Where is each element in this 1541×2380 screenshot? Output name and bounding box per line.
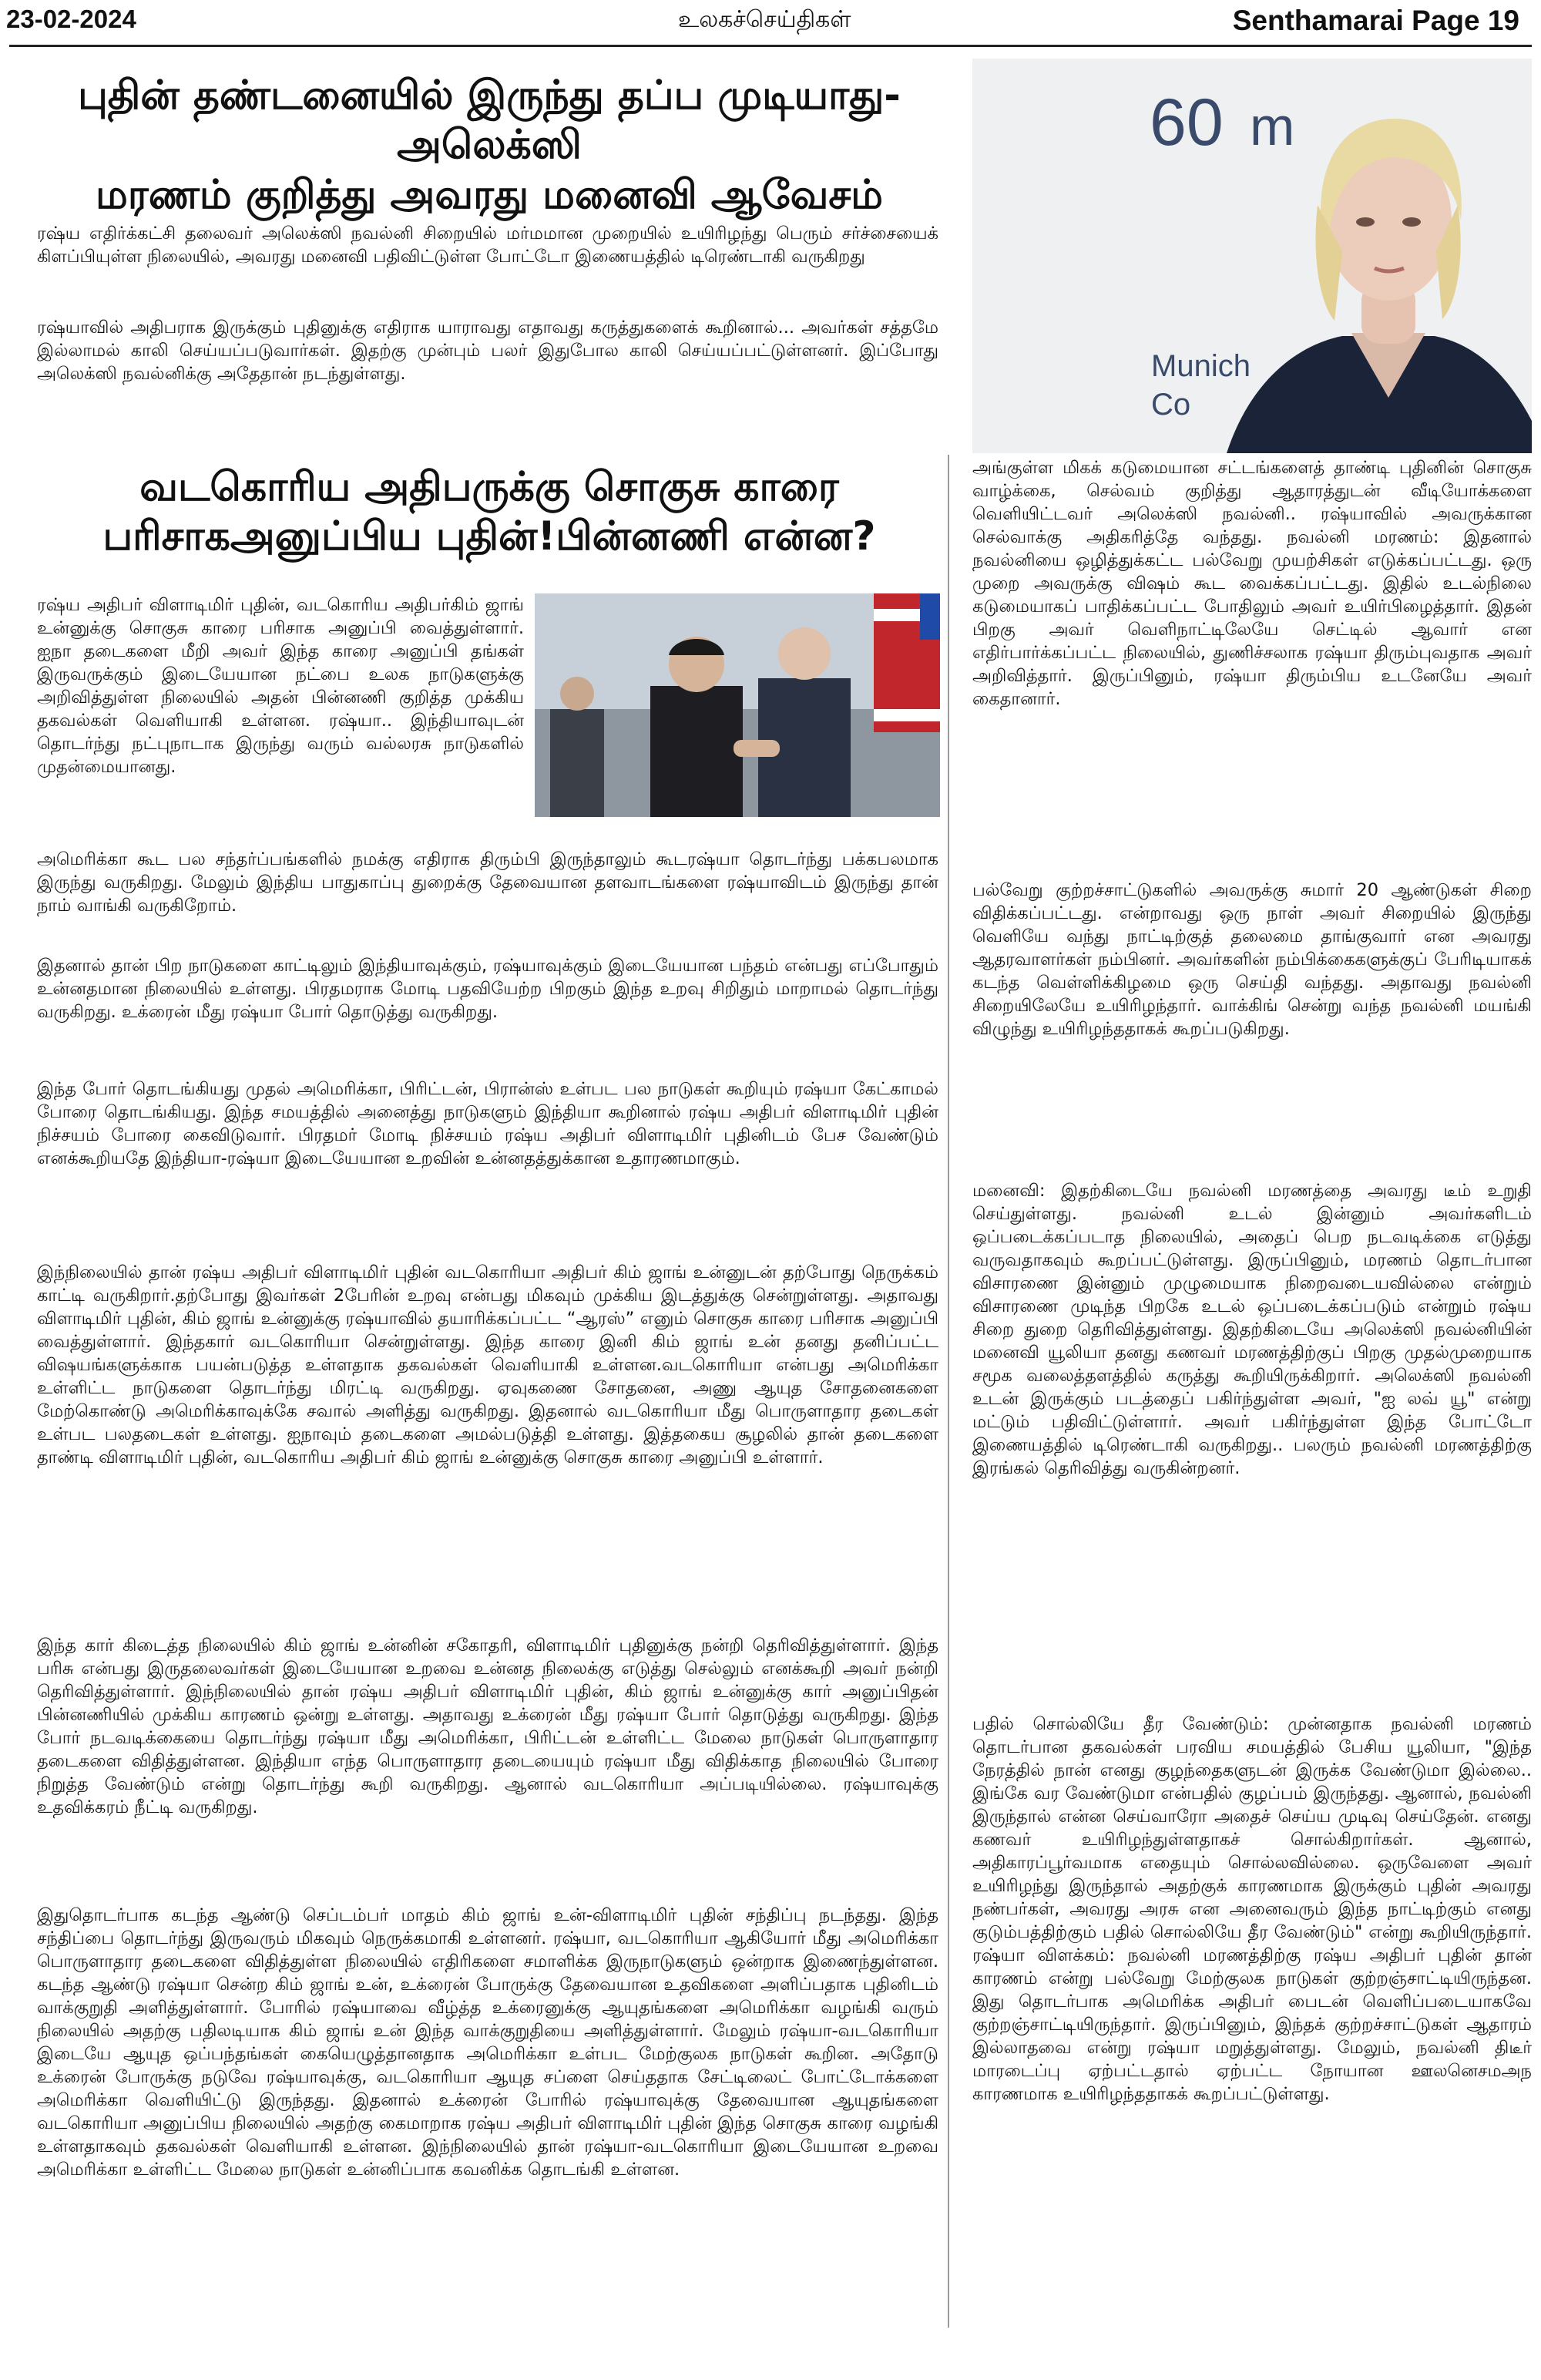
article1-paragraph: ரஷ்ய எதிர்க்கட்சி தலைவர் அலெக்ஸி நவல்னி சிறையில் மர்மமான முறையில் உயிரிழந்து பெரும் சர்ச்சையைக் கிளப்பியுள்ள நிலையில், அவரது மனைவி பதிவிட்டுள்ள போட்டோ இணையத்தில் டிரெண்டாகி வருகிறது bbox=[37, 224, 938, 267]
yulia-navalnaya-photo bbox=[972, 59, 1532, 453]
article2-paragraph: அமெரிக்கா கூட பல சந்தர்ப்பங்களில் நமக்கு எதிராக திரும்பி இருந்தாலும் கூடரஷ்யா தொடர்ந்து பக்கபலமாக இருந்து வருகிறது. மேலும் இந்திய பாதுகாப்பு துறைக்கு தேவையான தளவாடங்களை ரஷ்யாவிடம் இருந்து தான் நாம் வாங்கி வருகிறோம். bbox=[37, 849, 938, 916]
article2-paragraph: இந்த கார் கிடைத்த நிலையில் கிம் ஜாங் உன்னின் சகோதரி, விளாடிமிர் புதினுக்கு நன்றி தெரிவித்துள்ளார். இந்த பரிசு என்பது இருதலைவர்கள் இடையேயான உறவை உன்னத நிலைக்கு எடுத்து செல்லும் எனக்கூறி அவர் நன்றி தெரிவித்துள்ளார். இந்நிலையில் தான் ரஷ்ய அதிபர் விளாடிமிர் புதின், கிம் ஜாங் உன்னுக்கு கார் அனுப்பிதன் பின்னணியில் முக்கிய காரணம் ஒன்று உள்ளது. அதாவது உக்ரைன் மீது ரஷ்யா போர் தொடுத்து வருகிறது. இந்த போர் நடவடிக்கையை தொடர்ந்து ரஷ்யா மீது அமெரிக்கா, பிரிட்டன் உள்ளிட்ட மேலை நாடுகள் பொருளாதார தடைகளை விதித்துள்ளன. இந்தியா எந்த பொருளாதார தடையையும் ரஷ்யா மீது விதிக்காத நிலையில் போரை நிறுத்த வேண்டும் என்று தொடர்ந்து கூறி வருகிறது. ஆனால் வடகொரியா அப்படியில்லை. ரஷ்யாவுக்கு உதவிக்கரம் நீட்டி வருகிறது. bbox=[37, 1635, 938, 1817]
article1-continued-paragraph: பல்வேறு குற்றச்சாட்டுகளில் அவருக்கு சுமார் 20 ஆண்டுகள் சிறை விதிக்கப்பட்டது. என்றாவது ஒரு நாள் அவர் சிறையில் இருந்து வெளியே வந்து நாட்டிற்குத் தலைமை தாங்குவார் என அவரது ஆதரவாளர்கள் நம்பினர். அவர்களின் நம்பிக்கைகளுக்குப் பேரிடியாகக் கடந்த வெள்ளிக்கிழமை ஒரு செய்தி வந்தது. அதாவது நவல்னி சிறையிலேயே உயிரிழந்தார். வாக்கிங் சென்று வந்த நவல்னி மயங்கி விழுந்து உயிரிழந்ததாகக் கூறப்படுகிறது. bbox=[972, 880, 1532, 1039]
article2-paragraph: இந்நிலையில் தான் ரஷ்ய அதிபர் விளாடிமிர் புதின் வடகொரியா அதிபர் கிம் ஜாங் உன்னுடன் தற்போது நெருக்கம் காட்டி வருகிறார்.தற்போது இவர்கள் 2பேரின் உறவு என்பது மிகவும் முக்கிய இடத்துக்கு சென்றுள்ளது. அதாவது விளாடிமிர் புதின், கிம் ஜாங் உன்னுக்கு ரஷ்யாவில் தயாரிக்கப்பட்ட “ஆரஸ்” எனும் சொகுசு காரை பரிசாக அனுப்பி வைத்துள்ளார். இந்தகார் வடகொரியா சென்றுள்ளது. இந்த காரை இனி கிம் ஜாங் உன் தனது தனிப்பட்ட விஷயங்களுக்காக பயன்படுத்த உள்ளதாக தகவல்கள் வெளியாகி உள்ளன.வடகொரியா என்பது அமெரிக்கா உள்ளிட்ட நாடுகளை தொடர்ந்து மிரட்டி வருகிறது. ஏவுகணை சோதனை, அணு ஆயுத சோதனைகளை மேற்கொண்டு அமெரிக்காவுக்கே சவால் அளித்து வருகிறது. இதனால் வடகொரியா மீது பொருளாதார தடைகள் உள்பட பலதடைகள் உள்ளது. ஐநாவும் தடைகளை அமல்படுத்தி உள்ளது. இத்தகைய சூழலில் தான் தடைகளை தாண்டி விளாடிமிர் புதின், வடகொரிய அதிபர் கிம் ஜாங் உன்னுக்கு சொகுசு காரை அனுப்பி உள்ளார். bbox=[37, 1262, 938, 1467]
newspaper-name-page: Senthamarai Page 19 bbox=[1232, 5, 1519, 36]
column-divider bbox=[948, 455, 949, 2328]
article2-headline bbox=[31, 462, 948, 562]
article1-paragraph: ரஷ்யாவில் அதிபராக இருக்கும் புதினுக்கு எதிராக யாராவது எதாவது கருத்துகளைக் கூறினால்... அவர்கள் சத்தமே இல்லாமல் காலி செய்யப்படுவார்கள். இதற்கு முன்பும் பலர் இதுபோல காலி செய்யப்பட்டுள்ளனர். இப்போது அலெக்ஸி நவல்னிக்கு அதேதான் நடந்துள்ளது. bbox=[37, 318, 938, 384]
conference-sign-co: Co bbox=[1151, 388, 1191, 422]
article2-lead-paragraph: ரஷ்ய அதிபர் விளாடிமிர் புதின், வடகொரிய அதிபர்கிம் ஜாங் உன்னுக்கு சொகுசு காரை பரிசாக அனுப்பி வைத்துள்ளார். ஐநா தடைகளை மீறி அவர் இந்த காரை அனுப்பி தங்கள் இருவருக்கும் இடையேயான நட்பை உலக நாடுகளுக்கு அறிவித்துள்ள நிலையில் அதன் பின்னணி குறித்த முக்கிய தகவல்கள் வெளியாகி உள்ளன. ரஷ்யா.. இந்தியாவுடன் தொடர்ந்து நட்புநாடாக இருந்து வரும் வல்லரசு நாடுகளில் முதன்மையானது. bbox=[37, 595, 524, 777]
conference-sign-number: 60 bbox=[1150, 86, 1224, 160]
article1-headline-line1: புதின் தண்டனையில் இருந்து தப்ப முடியாது- அலெக்ஸி bbox=[78, 72, 901, 169]
conference-sign-letter: m bbox=[1250, 96, 1295, 156]
conference-sign-munich: Munich bbox=[1151, 349, 1251, 383]
article1-continued-paragraph: அங்குள்ள மிகக் கடுமையான சட்டங்களைத் தாண்டி புதினின் சொகுசு வாழ்க்கை, செல்வம் குறித்து ஆதாரத்துடன் வீடியோக்களை வெளியிட்டவர் அலெக்ஸி நவல்னி.. ரஷ்யாவில் அவருக்கான செல்வாக்கு அதிகரித்தே வந்தது. நவல்னி மரணம்: இதனால் நவல்னியை ஒழித்துக்கட்ட பல்வேறு முயற்சிகள் எடுக்கப்பட்டது. ஒரு முறை அவருக்கு விஷம் கூட வைக்கப்பட்டது. இதில் உடல்நிலை கடுமையாகப் பாதிக்கப்பட்ட போதிலும் அவர் உயிர்பிழைத்தார். இதன் பிறகு அவர் வெளிநாட்டிலேயே செட்டில் ஆவார் என எதிர்பார்க்கப்பட்ட நிலையில், துணிச்சலாக ரஷ்யா திரும்புவதாக அவர் அறிவித்தார். இருப்பினும், ரஷ்யா திரும்பிய உடனேயே அவர் கைதானார். bbox=[972, 458, 1532, 709]
article2-headline-line2: பரிசாகஅனுப்பிய புதின்!பின்னணி என்ன? bbox=[102, 513, 876, 560]
header-divider bbox=[9, 45, 1532, 47]
article2-paragraph: இதுதொடர்பாக கடந்த ஆண்டு செப்டம்பர் மாதம் கிம் ஜாங் உன்-விளாடிமிர் புதின் சந்திப்பு நடந்தது. இந்த சந்திப்பை தொடர்ந்து இருவரும் மிகவும் நெருக்கமாகி உள்ளனர். ரஷ்யா, வடகொரியா ஆகியோர் மீது அமெரிக்கா பொருளாதார தடைகளை விதித்துள்ள நிலையில் எதிரிகளை சமாளிக்க இருநாடுகளும் ஒன்றாக இணைந்துள்ளன. கடந்த ஆண்டு ரஷ்யா சென்ற கிம் ஜாங் உன், உக்ரைன் போருக்கு தேவையான உதவிகளை அளிப்பதாக புதினிடம் வாக்குறுதி அளித்துள்ளார். போரில் ரஷ்யாவை வீழ்த்த உக்ரைனுக்கு ஆயுதங்களை அமெரிக்கா வழங்கி வரும் நிலையில் அதற்கு பதிலடியாக கிம் ஜாங் உன் இந்த வாக்குறுதியை அளித்துள்ளார். மேலும் ரஷ்யா-வடகொரியா இடையே ஆயுத ஒப்பந்தங்கள் கையெழுத்தானதாக அமெரிக்கா உள்பட மேற்குலக நாடுகள் கூறின. அதோடு உக்ரைன் போருக்கு நடுவே ரஷ்யாவுக்கு, வடகொரியா ஆயுத சப்ளை செய்ததாக சேட்டிலைட் போட்டோக்களை அமெரிக்கா வெளியிட்டு இருந்தது. இதனால் உக்ரைன் போரில் ரஷ்யாவுக்கு தேவையான ஆயுதங்களை வடகொரியா அனுப்பிய நிலையில் அதற்கு கைமாறாக ரஷ்ய அதிபர் விளாடிமிர் புதின் இந்த சொகுசு காரை வழங்கி உள்ளதாகவும் தகவல்கள் வெளியாகி உள்ளன. இந்நிலையில் தான் ரஷ்யா-வடகொரியா இடையேயான உறவை அமெரிக்கா உள்ளிட்ட மேலை நாடுகள் உன்னிப்பாக கவனிக்க தொடங்கி உள்ளன. bbox=[37, 1905, 938, 2180]
article1-continued-paragraph: பதில் சொல்லியே தீர வேண்டும்: முன்னதாக நவல்னி மரணம் தொடர்பான தகவல்கள் பரவிய சமயத்தில் பேசிய யூலியா, "இந்த நேரத்தில் நான் எனது குழந்தைகளுடன் இருக்க வேண்டுமா இல்லை.. இங்கே வர வேண்டுமா என்பதில் குழப்பம் இருந்தது. ஆனால், நவல்னி இருந்தால் என்ன செய்வாரோ அதைச் செய்ய முடிவு செய்தேன். எனது கணவர் உயிரிழந்துள்ளதாகச் சொல்கிறார்கள். ஆனால், அதிகாரப்பூர்வமாக எதையும் சொல்லவில்லை. ஒருவேளை அவர் உயிரிழந்து இருந்தால் அதற்குக் காரணமாக இருக்கும் புதின் அவரது நண்பர்கள், அவரது அரசு என அனைவரும் இந்த நாட்டிற்கும் எனது குடும்பத்திற்கும் பதில் சொல்லியே தீர வேண்டும்" என்று கூறியிருந்தார். ரஷ்யா விளக்கம்: நவல்னி மரணத்திற்கு ரஷ்ய அதிபர் புதின் தான் காரணம் என்று பல்வேறு மேற்குலக நாடுகள் குற்றஞ்சாட்டியிருந்தன. இது தொடர்பாக அமெரிக்க அதிபர் பைடன் வெளிப்படையாகவே குற்றஞ்சாட்டியிருந்தார். இருப்பினும், இந்தக் குற்றச்சாட்டுகள் ஆதாரம் இல்லாதவை என்று ரஷ்யா மறுத்துள்ளது. மேலும், நவல்னி திடீர் மாரடைப்பு ஏற்பட்டதால் ஏற்பட்ட நோயான ஊலனெசமஅந காரணமாக உயிரிழந்ததாகக் கூறப்பட்டுள்ளது. bbox=[972, 1714, 1532, 2104]
kim-putin-handshake-photo bbox=[535, 593, 940, 817]
section-title: உலகச்செய்திகள் bbox=[678, 6, 851, 33]
issue-date: 23-02-2024 bbox=[6, 5, 136, 33]
article1-headline-line2: மரணம் குறித்து அவரது மனைவி ஆவேசம் bbox=[96, 171, 883, 218]
article2-paragraph: இந்த போர் தொடங்கியது முதல் அமெரிக்கா, பிரிட்டன், பிரான்ஸ் உள்பட பல நாடுகள் கூறியும் ரஷ்யா கேட்காமல் போரை தொடங்கியது. இந்த சமயத்தில் அனைத்து நாடுகளும் இந்தியா கூறினால் ரஷ்ய அதிபர் விளாடிமிர் புதின் நிச்சயம் போரை கைவிடுவார். பிரதமர் மோடி நிச்சயம் ரஷ்ய அதிபர் விளாடிமிர் புதினிடம் பேச வேண்டும் எனக்கூறியதே இந்தியா-ரஷ்யா இடையேயான உறவின் உன்னதத்துக்கான உதாரணமாகும். bbox=[37, 1079, 938, 1168]
article1-continued-paragraph: மனைவி: இதற்கிடையே நவல்னி மரணத்தை அவரது டீம் உறுதி செய்துள்ளது. நவல்னி உடல் இன்னும் அவர்களிடம் ஒப்படைக்கப்படாத நிலையில், அதைப் பெற நடவடிக்கை எடுத்து வருவதாகவும் கூறப்பட்டுள்ளது. இருப்பினும், மரணம் தொடர்பான விசாரணை இன்னும் முழுமையாக நிறைவடையவில்லை என்றும் விசாரணை முடிந்த பிறகே உடல் ஒப்படைக்கப்படும் என்றும் ரஷ்ய சிறை துறை தெரிவித்துள்ளது. இதற்கிடையே அலெக்ஸி நவல்னியின் மனைவி யூலியா தனது கணவர் மரணத்திற்குப் பிறகு முதல்முறையாக சமூக வலைத்தளத்தில் கருத்து கூறியிருக்கிறார். அலெக்ஸி நவல்னி உடன் இருக்கும் படத்தைப் பகிர்ந்துள்ள அவர், "ஐ லவ் யூ" என்று மட்டும் பதிவிட்டுள்ளார். அவர் பகிர்ந்துள்ள இந்த போட்டோ இணையத்தில் டிரெண்டாகி வருகிறது.. பலரும் நவல்னி மரணத்திற்கு இரங்கல் தெரிவித்து வருகின்றனர். bbox=[972, 1181, 1533, 1478]
article2-paragraph: இதனால் தான் பிற நாடுகளை காட்டிலும் இந்தியாவுக்கும், ரஷ்யாவுக்கும் இடையேயான பந்தம் என்பது எப்போதும் உன்னதமான நிலையில் உள்ளது. பிரதமராக மோடி பதவியேற்ற பிறகும் இந்த உறவு சிறிதும் மாறாமல் தொடர்ந்து வருகிறது. உக்ரைன் மீது ரஷ்யா போர் தொடுத்து வருகிறது. bbox=[37, 956, 938, 1022]
article1-headline bbox=[31, 71, 948, 220]
article2-headline-line1: வடகொரிய அதிபருக்கு சொகுசு காரை bbox=[139, 464, 839, 510]
